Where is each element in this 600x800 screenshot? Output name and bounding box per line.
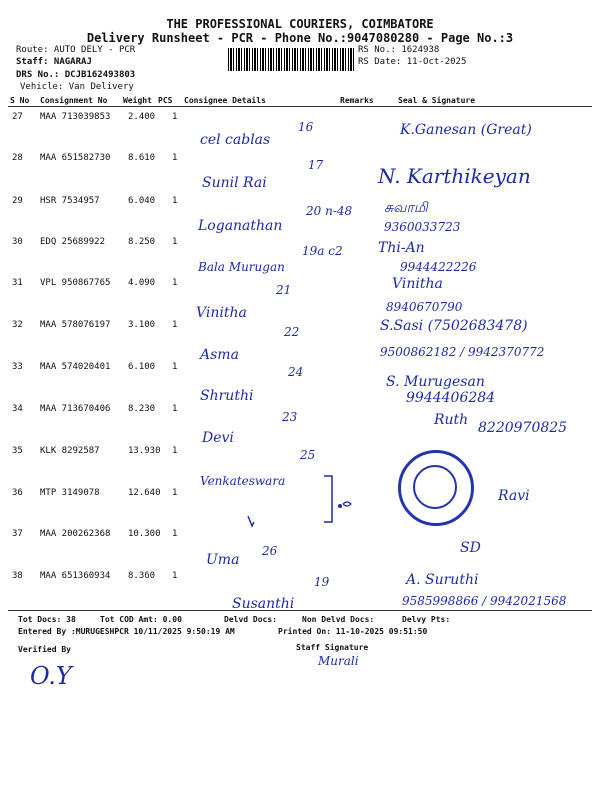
row-consignment: MAA 713039853 [40,112,111,122]
row-phone: 9585998866 / 9942021568 [402,594,567,608]
header-divider [8,106,592,107]
row-pcs: 1 [172,320,178,330]
row-consignment: MAA 578076197 [40,320,111,330]
row-consignment: EDQ 25689922 [40,237,106,247]
staff-label: Staff: NAGARAJ [16,57,92,67]
row-sno: 36 [12,488,23,498]
verified-signature: O.Y [30,662,72,690]
row-consignment: MAA 200262368 [40,529,111,539]
row-signature: Thi-An [378,240,425,256]
row-pcs: 1 [172,571,178,581]
row-consignment: HSR 7534957 [40,196,100,206]
row-sno: 31 [12,278,23,288]
row-consignment: MAA 713670406 [40,404,111,414]
row-number: 25 [300,448,316,462]
delvd-docs: Delvd Docs: [224,615,277,624]
col-weight: Weight [123,96,152,105]
row-number: 23 [282,410,298,424]
row-consignee: cel cablas [200,132,271,148]
row-sno: 32 [12,320,23,330]
row-signature: S. Murugesan [386,374,485,390]
non-delvd-docs: Non Delvd Docs: [302,615,375,624]
barcode [228,48,356,71]
row-sno: 33 [12,362,23,372]
row-weight: 8.610 [128,153,156,163]
verified-by-label: Verified By [18,645,71,654]
row-weight: 8.360 [128,571,156,581]
col-sno: S No [10,96,30,105]
row-number: 17 [308,158,324,172]
col-seal-signature: Seal & Signature [398,96,476,105]
row-consignee: Susanthi [232,596,295,612]
row-pcs: 1 [172,112,178,122]
row-pcs: 1 [172,278,178,288]
row-number: 26 [262,544,278,558]
row-signature: Vinitha [392,276,443,292]
row-consignment: MAA 651360934 [40,571,111,581]
row-pcs: 1 [172,153,178,163]
row-weight: 2.400 [128,112,156,122]
tick-mark [244,512,264,532]
row-number: 24 [288,365,304,379]
row-number: 22 [284,325,300,339]
row-number: 20 n-48 [306,204,353,218]
row-weight: 10.300 [128,529,161,539]
row-pcs: 1 [172,488,178,498]
row-pcs: 1 [172,529,178,539]
row-weight: 12.640 [128,488,161,498]
rs-number: RS No.: 1624938 [358,45,440,55]
row-consignment: MAA 574020401 [40,362,111,372]
drs-label: DRS No.: DCJB162493803 [16,70,136,80]
row-sno: 34 [12,404,23,414]
row-consignee: Bala Murugan [198,260,285,274]
row-phone: 8940670790 [386,300,463,314]
row-signature: N. Karthikeyan [378,164,531,188]
runsheet-subtitle: Delivery Runsheet - PCR - Phone No.:9047080280 - Page No.:3 [86,31,514,45]
row-signature: Ravi [498,488,530,504]
row-consignment: MTP 3149078 [40,488,100,498]
row-sno: 30 [12,237,23,247]
col-remarks: Remarks [340,96,374,105]
stamp-center [413,465,457,509]
row-phone: 8220970825 [478,420,568,436]
row-signature: SD [460,540,481,556]
delvy-pts: Delvy Pts: [402,615,451,624]
row-weight: 3.100 [128,320,156,330]
staff-signature-label: Staff Signature [296,643,369,652]
row-consignee: Venkateswara [200,474,286,488]
row-signature: S.Sasi (7502683478) [380,318,528,334]
row-weight: 8.230 [128,404,156,414]
row-phone: 9944406284 [406,390,496,406]
rs-date: RS Date: 11-Oct-2025 [358,57,467,67]
printed-on: Printed On: 11-10-2025 09:51:50 [278,627,428,636]
row-sno: 27 [12,112,23,122]
row-pcs: 1 [172,362,178,372]
row-consignee: Uma [206,552,240,568]
row-pcs: 1 [172,446,178,456]
row-consignee: Asma [200,347,239,363]
row-phone: 9500862182 / 9942370772 [380,345,545,359]
row-number: 21 [276,283,292,297]
row-consignee: Loganathan [198,218,283,234]
bracket-mark [318,470,358,530]
row-signature: A. Suruthi [406,572,479,588]
row-sno: 29 [12,196,23,206]
vehicle-label: Vehicle: Van Delivery [20,82,134,92]
tot-cod-amt: Tot COD Amt: 0.00 [100,615,182,624]
row-weight: 13.930 [128,446,161,456]
row-consignment: VPL 950867765 [40,278,111,288]
row-sno: 38 [12,571,23,581]
row-number: 19a c2 [302,244,343,258]
row-weight: 4.090 [128,278,156,288]
footer-divider [8,610,592,611]
row-signature: சுவாமி [384,200,428,216]
row-weight: 6.040 [128,196,156,206]
row-number: 16 [298,120,314,134]
col-consignment: Consignment No [40,96,108,105]
row-phone: 9360033723 [384,220,461,234]
row-consignee: Shruthi [200,388,254,404]
row-phone: 9944422226 [400,260,477,274]
row-sno: 28 [12,153,23,163]
route-label: Route: AUTO DELY - PCR [16,45,136,55]
row-consignment: MAA 651582730 [40,153,111,163]
row-pcs: 1 [172,196,178,206]
company-title: THE PROFESSIONAL COURIERS, COIMBATORE [166,17,434,31]
col-consignee: Consignee Details [184,96,266,105]
row-sno: 37 [12,529,23,539]
row-sno: 35 [12,446,23,456]
row-consignee: Vinitha [196,305,247,321]
row-weight: 6.100 [128,362,156,372]
entered-by: Entered By :MURUGESHPCR 10/11/2025 9:50:19 AM [18,627,235,636]
tot-docs: Tot Docs: 38 [18,615,76,624]
company-stamp [398,450,474,526]
row-signature: Ruth [434,412,469,428]
row-signature: K.Ganesan (Great) [400,122,532,138]
col-pcs: PCS [158,96,173,105]
row-weight: 8.250 [128,237,156,247]
staff-signature: Murali [318,654,359,668]
row-pcs: 1 [172,237,178,247]
row-number: 19 [314,575,330,589]
row-consignee: Devi [202,430,234,446]
row-pcs: 1 [172,404,178,414]
row-consignee: Sunil Rai [202,175,267,191]
row-consignment: KLK 8292587 [40,446,100,456]
